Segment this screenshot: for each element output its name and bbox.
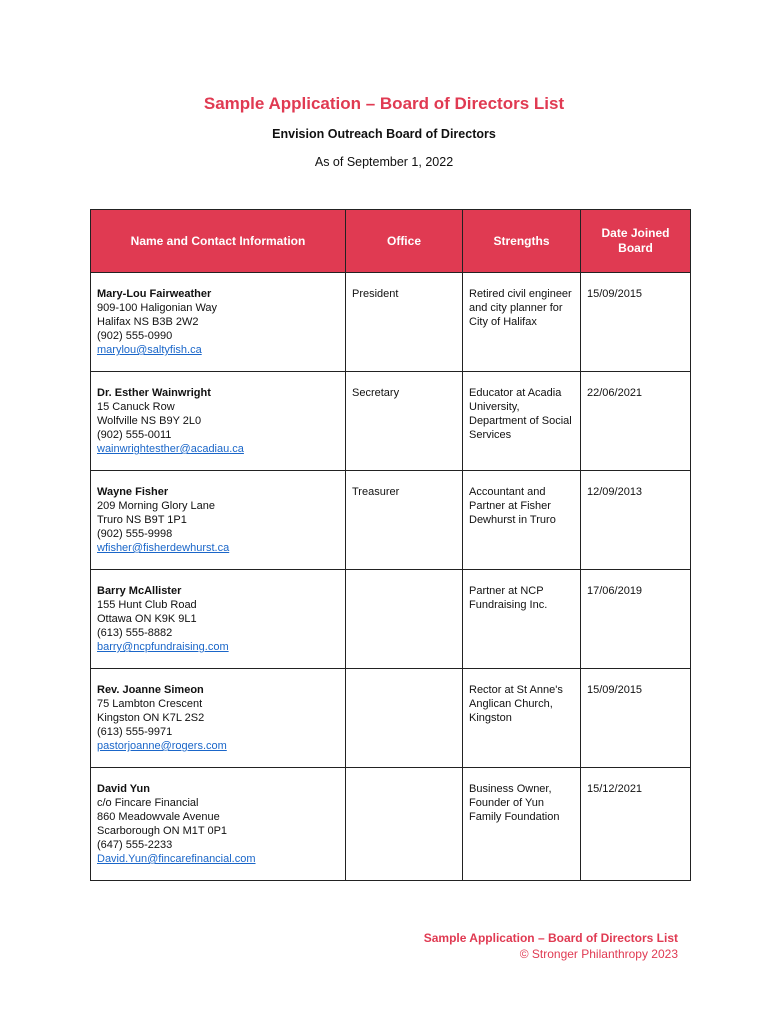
email-link[interactable]: barry@ncpfundraising.com xyxy=(97,641,229,653)
header-name-contact: Name and Contact Information xyxy=(91,210,346,273)
phone-number: (902) 555-0990 xyxy=(97,330,173,342)
member-name: Barry McAllister xyxy=(97,585,182,597)
phone-number: (902) 555-9998 xyxy=(97,528,173,540)
office-cell xyxy=(346,768,463,881)
contact-cell xyxy=(91,570,346,669)
member-name: Dr. Esther Wainwright xyxy=(97,387,211,399)
office-cell: Treasurer xyxy=(346,471,463,570)
address-line: Ottawa ON K9K 9L1 xyxy=(97,613,197,625)
board-table xyxy=(90,209,691,881)
member-name: Rev. Joanne Simeon xyxy=(97,684,204,696)
office-cell xyxy=(346,570,463,669)
strengths-cell: Retired civil engineer and city planner for City of Halifax xyxy=(463,273,581,372)
member-name: David Yun xyxy=(97,783,150,795)
address-line: 15 Canuck Row xyxy=(97,401,175,413)
address-line: 75 Lambton Crescent xyxy=(97,698,203,710)
table-row xyxy=(91,570,691,669)
date-joined-cell: 17/06/2019 xyxy=(581,570,691,669)
footer-title: Sample Application – Board of Directors List xyxy=(423,931,678,945)
email-link[interactable]: David.Yun@fincarefinancial.com xyxy=(97,853,256,865)
strengths-cell: Educator at Acadia University, Department of Social Services xyxy=(463,372,581,471)
phone-number: (902) 555-0011 xyxy=(97,429,172,441)
office-cell: Secretary xyxy=(346,372,463,471)
as-of-date: As of September 1, 2022 xyxy=(314,155,454,169)
address-line: Truro NS B9T 1P1 xyxy=(97,514,187,526)
address-line: c/o Fincare Financial xyxy=(97,797,199,809)
office-cell: President xyxy=(346,273,463,372)
table-row xyxy=(91,768,691,881)
header-strengths: Strengths xyxy=(463,210,581,273)
date-joined-cell: 15/09/2015 xyxy=(581,669,691,768)
phone-number: (613) 555-9971 xyxy=(97,726,173,738)
address-line: 860 Meadowvale Avenue xyxy=(97,811,220,823)
table-row xyxy=(91,273,691,372)
member-name: Wayne Fisher xyxy=(97,486,169,498)
date-joined-cell: 15/09/2015 xyxy=(581,273,691,372)
contact-cell xyxy=(91,669,346,768)
table-row xyxy=(91,669,691,768)
strengths-cell: Rector at St Anne's Anglican Church, Kingston xyxy=(463,669,581,768)
phone-number: (647) 555-2233 xyxy=(97,839,173,851)
address-line: Halifax NS B3B 2W2 xyxy=(97,316,199,328)
table-row xyxy=(91,471,691,570)
email-link[interactable]: marylou@saltyfish.ca xyxy=(97,344,202,356)
strengths-cell: Accountant and Partner at Fisher Dewhurst in Truro xyxy=(463,471,581,570)
strengths-cell: Partner at NCP Fundraising Inc. xyxy=(463,570,581,669)
table-row xyxy=(91,372,691,471)
page-title: Sample Application – Board of Directors List xyxy=(203,94,565,113)
address-line: 909-100 Haligonian Way xyxy=(97,302,218,314)
organization-subtitle: Envision Outreach Board of Directors xyxy=(272,127,496,141)
office-cell xyxy=(346,669,463,768)
address-line: Wolfville NS B9Y 2L0 xyxy=(97,415,202,427)
page-footer xyxy=(424,930,678,962)
table-header-row xyxy=(91,210,691,273)
email-link[interactable]: wfisher@fisherdewhurst.ca xyxy=(97,542,230,554)
contact-cell xyxy=(91,471,346,570)
strengths-cell: Business Owner, Founder of Yun Family Foundation xyxy=(463,768,581,881)
contact-cell xyxy=(91,372,346,471)
address-line: Kingston ON K7L 2S2 xyxy=(97,712,205,724)
address-line: 155 Hunt Club Road xyxy=(97,599,197,611)
contact-cell xyxy=(91,768,346,881)
header-office: Office xyxy=(346,210,463,273)
phone-number: (613) 555-8882 xyxy=(97,627,173,639)
footer-copyright: © Stronger Philanthropy 2023 xyxy=(519,947,678,961)
address-line: 209 Morning Glory Lane xyxy=(97,500,216,512)
address-line: Scarborough ON M1T 0P1 xyxy=(97,825,228,837)
date-joined-cell: 15/12/2021 xyxy=(581,768,691,881)
email-link[interactable]: wainwrightesther@acadiau.ca xyxy=(97,443,244,455)
email-link[interactable]: pastorjoanne@rogers.com xyxy=(97,740,227,752)
contact-cell xyxy=(91,273,346,372)
header-date-joined: Date Joined Board xyxy=(581,210,691,273)
date-joined-cell: 22/06/2021 xyxy=(581,372,691,471)
date-joined-cell: 12/09/2013 xyxy=(581,471,691,570)
member-name: Mary-Lou Fairweather xyxy=(97,288,212,300)
